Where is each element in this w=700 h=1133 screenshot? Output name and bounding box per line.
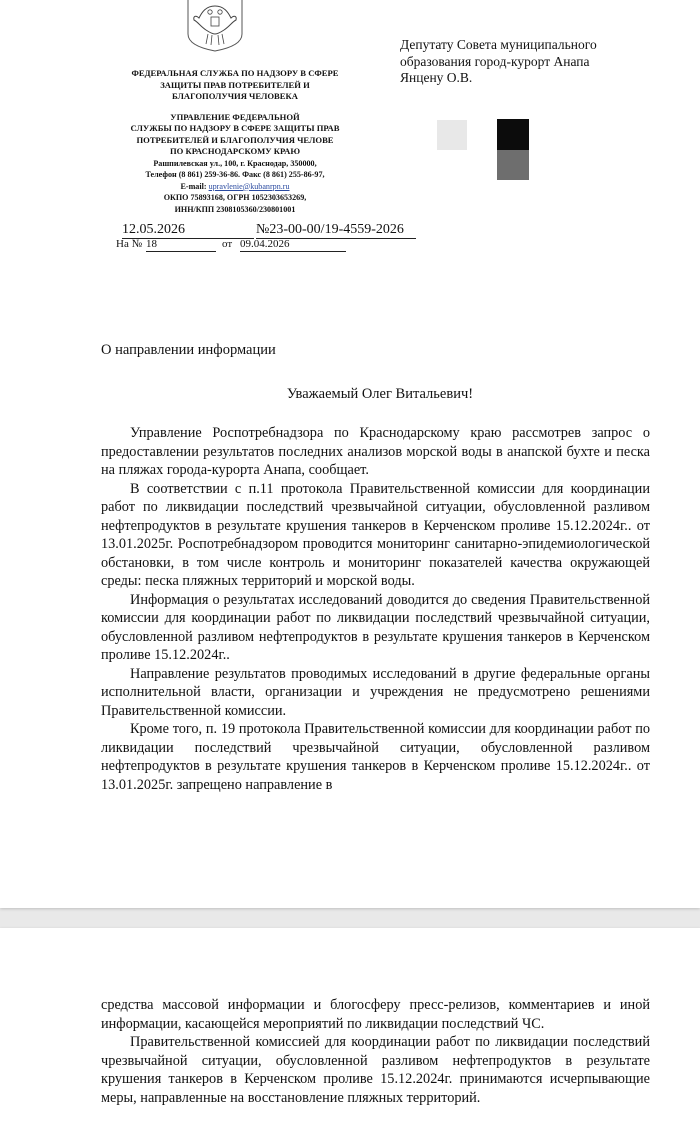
redaction-square-dark (497, 119, 529, 150)
paragraph: Управление Роспотребнадзора по Краснодарскому краю рассмотрев запрос о предоставлении результатов последних анализов морской воды в анапской бухте и песка на пляжах города-курорта Анапа, сообщает. (101, 425, 650, 478)
letter-body-page-1 (101, 424, 650, 794)
department-line: СЛУЖБЫ ПО НАДЗОРУ В СФЕРЕ ЗАЩИТЫ ПРАВ (130, 123, 340, 133)
email-link[interactable]: upravlenie@kubanrpn.ru (208, 181, 290, 191)
agency-line: ФЕДЕРАЛЬНАЯ СЛУЖБА ПО НАДЗОРУ В СФЕРЕ (131, 68, 339, 78)
paragraph: Направление результатов проводимых исследований в другие федеральные органы исполнительной власти, организации и учреждения не предусмотрено решениями Правительственной комиссии. (101, 665, 650, 719)
recipient-line: образования город-курорт Анапа (400, 53, 590, 69)
department-line: ПОТРЕБИТЕЛЕЙ И БЛАГОПОЛУЧИЯ ЧЕЛОВЕ (136, 134, 334, 145)
registration-number: №23-00-00/19-4559-2026 (256, 222, 416, 239)
department-line: УПРАВЛЕНИЕ ФЕДЕРАЛЬНОЙ (170, 111, 300, 122)
redaction-square-gray (497, 150, 529, 180)
agency-header (112, 68, 358, 215)
agency-phone: Телефон (8 861) 259-36-86. Факс (8 861) 255-86-97, (145, 170, 325, 179)
reference-from-label: от (222, 238, 233, 250)
agency-inn: ИНН/КПП 2308105360/230801001 (174, 204, 296, 214)
agency-okpo: ОКПО 75893168, ОГРН 1052303653269, (163, 193, 307, 202)
coat-of-arms-emblem (186, 0, 244, 52)
letter-subject: О направлении информации (101, 342, 276, 358)
reference-date: 09.04.2026 (240, 238, 346, 252)
reference-number: 18 (146, 238, 216, 252)
department-line: ПО КРАСНОДАРСКОМУ КРАЮ (169, 146, 301, 156)
email-label: E-mail: (180, 181, 209, 191)
paragraph: средства массовой информации и блогосферу пресс-релизов, комментариев и иной информации, касающейся мероприятий по ликвидации последствий ЧС. (101, 997, 650, 1032)
recipient-line: Депутату Совета муниципального (400, 37, 597, 52)
redaction-square-light (437, 120, 467, 150)
agency-line: ЗАЩИТЫ ПРАВ ПОТРЕБИТЕЛЕЙ И (160, 79, 310, 90)
agency-address: Рашпилевская ул., 100, г. Краснодар, 350000, (153, 158, 317, 168)
agency-line: БЛАГОПОЛУЧИЯ ЧЕЛОВЕКА (172, 91, 298, 101)
agency-email-line (112, 181, 358, 193)
paragraph: Информация о результатах исследований доводится до сведения Правительственной комиссии для координации работ по ликвидации последствий чрезвычайной ситуации, обусловленной разливом нефтепродуктов в результате крушения танкеров в Керченском проливе 15.12.2024г.. (101, 591, 650, 663)
registration-date: 12.05.2026 (122, 222, 254, 239)
letter-salutation: Уважаемый Олег Витальевич! (286, 386, 474, 402)
reference-label: На № (116, 238, 143, 250)
recipient-block (400, 37, 660, 87)
recipient-line: Янцену О.В. (400, 70, 473, 85)
paragraph: Кроме того, п. 19 протокола Правительственной комиссии для координации работ по ликвидации последствий чрезвычайной ситуации, обусловленной разливом нефтепродуктов в результате крушения танкеров в Керченском проливе 15.12.2024г.. от 13.01.2025г. запрещено направление в (101, 721, 650, 793)
paragraph: Правительственной комиссией для координации работ по ликвидации последствий чрезвычайной ситуации, обусловленной разливом нефтепродуктов в результате крушения танкеров в Керченском проливе 15.12.2024г. принимаются исчерпывающие меры, направленные на восстановление пляжных территорий. (101, 1034, 650, 1106)
letter-body-page-2 (101, 996, 650, 1107)
paragraph: В соответствии с п.11 протокола Правительственной комиссии для координации работ по ликвидации последствий чрезвычайной ситуации, обусловленной разливом нефтепродуктов в результате крушения танкеров в Керченском проливе 15.12.2024г.. от 13.01.2025г. Роспотребнадзором проводится мониторинг санитарно-эпидемиологической обстановки, в том числе контроль и мониторинг показателей качества окружающей среды: песка пляжных территорий и морской воды. (101, 480, 650, 589)
